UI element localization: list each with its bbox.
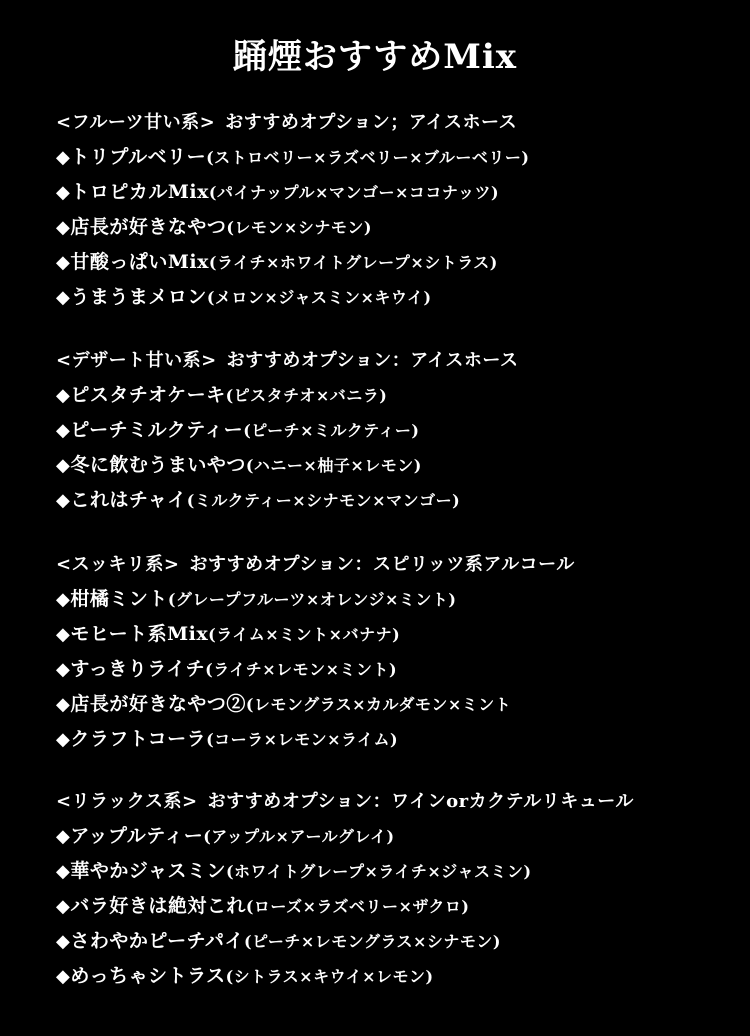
- menu-item: [56, 140, 716, 175]
- menu-item: [56, 483, 716, 518]
- menu-item-name: クラフトコーラ: [70, 728, 207, 750]
- section-refreshing: [56, 548, 716, 757]
- menu-item-flavors: (ストロベリー×ラズベリー×ブルーベリー): [206, 148, 530, 167]
- menu-item-flavors: (コーラ×レモン×ライム): [206, 730, 399, 749]
- menu-item-name: トリプルベリー: [70, 146, 207, 168]
- menu-item-flavors: (ライチ×レモン×ミント): [205, 660, 398, 679]
- menu-item: [56, 448, 716, 483]
- section-title: <デザート甘い系>: [56, 350, 217, 371]
- menu-item-flavors: (ローズ×ラズベリー×ザクロ): [245, 897, 470, 916]
- section-option: おすすめオプション：スピリッツ系アルコール: [189, 554, 575, 575]
- menu-item-name: 店長が好きなやつ②: [70, 693, 246, 715]
- page-title: 踊煙おすすめMix: [232, 37, 518, 77]
- diamond-bullet-icon: ◆: [56, 966, 71, 987]
- menu-item-name: バラ好きは絶対これ: [70, 895, 246, 917]
- menu-item-flavors: (パイナップル×マンゴー×ココナッツ): [208, 183, 500, 202]
- diamond-bullet-icon: ◆: [56, 252, 71, 273]
- menu-item-flavors: (ピスタチオ×バニラ): [225, 386, 388, 405]
- menu-item: [56, 617, 716, 652]
- menu-item-name: うまうまメロン: [70, 286, 207, 308]
- menu-item-flavors: (グレープフルーツ×オレンジ×ミント): [167, 590, 457, 609]
- menu-item-name: すっきりライチ: [70, 658, 206, 680]
- menu-item: [56, 413, 716, 448]
- menu-item: [56, 889, 716, 924]
- menu-item-name: 柑橘ミント: [70, 588, 168, 610]
- menu-item: [56, 722, 716, 757]
- diamond-bullet-icon: ◆: [56, 931, 71, 952]
- diamond-bullet-icon: ◆: [56, 826, 71, 847]
- menu-item-name: 甘酸っぱいMix: [70, 251, 209, 273]
- menu-item-flavors: (ホワイトグレープ×ライチ×ジャスミン): [225, 862, 532, 881]
- menu-item-flavors: (ピーチ×ミルクティー): [243, 421, 420, 440]
- menu-item-name: ピーチミルクティー: [70, 419, 244, 441]
- menu-item: [56, 652, 716, 687]
- menu-item-flavors: (ハニー×柚子×レモン): [245, 456, 422, 475]
- menu-item-name: ピスタチオケーキ: [70, 384, 226, 406]
- diamond-bullet-icon: ◆: [56, 147, 71, 168]
- diamond-bullet-icon: ◆: [56, 182, 71, 203]
- menu-item: [56, 854, 716, 889]
- diamond-bullet-icon: ◆: [56, 385, 71, 406]
- menu-item: [56, 245, 716, 280]
- diamond-bullet-icon: ◆: [56, 896, 71, 917]
- menu-item-flavors: (メロン×ジャスミン×キウイ): [206, 288, 432, 307]
- section-header: [56, 344, 716, 378]
- section-title: <スッキリ系>: [56, 554, 180, 575]
- diamond-bullet-icon: ◆: [56, 729, 71, 750]
- menu-item-flavors: (ライム×ミント×バナナ): [208, 625, 401, 644]
- diamond-bullet-icon: ◆: [56, 659, 71, 680]
- diamond-bullet-icon: ◆: [56, 490, 71, 511]
- section-dessert-sweet: [56, 344, 716, 518]
- menu-item-flavors: (レモン×シナモン): [226, 218, 372, 237]
- menu-item-name: モヒート系Mix: [70, 623, 209, 645]
- menu-item: [56, 280, 716, 315]
- menu-item-name: めっちゃシトラス: [70, 965, 226, 987]
- section-header: [56, 548, 716, 582]
- diamond-bullet-icon: ◆: [56, 589, 71, 610]
- menu-item-flavors: (ミルクティー×シナモン×マンゴー): [186, 491, 461, 510]
- menu-item: [56, 687, 716, 722]
- section-header: [56, 106, 716, 140]
- menu-item: [56, 378, 716, 413]
- section-header: [56, 785, 716, 819]
- menu-item-flavors: (ピーチ×レモングラス×シナモン): [243, 932, 501, 951]
- menu-item-flavors: (シトラス×キウイ×レモン): [225, 967, 434, 986]
- menu-item: [56, 210, 716, 245]
- menu-item: [56, 959, 716, 994]
- menu-item-flavors: (ライチ×ホワイトグレープ×シトラス): [208, 253, 498, 272]
- menu-item-name: 華やかジャスミン: [70, 860, 226, 882]
- menu-item: [56, 924, 716, 959]
- menu-item: [56, 819, 716, 854]
- section-option: おすすめオプション：アイスホース: [226, 350, 519, 371]
- menu-item: [56, 175, 716, 210]
- diamond-bullet-icon: ◆: [56, 420, 71, 441]
- menu-item: [56, 582, 716, 617]
- menu-item-name: アップルティー: [70, 825, 204, 847]
- section-option: おすすめオプション；アイスホース: [225, 112, 518, 133]
- menu-item-name: 店長が好きなやつ: [70, 216, 227, 238]
- diamond-bullet-icon: ◆: [56, 624, 71, 645]
- section-title: <フルーツ甘い系>: [56, 112, 216, 133]
- menu-item-flavors: (レモングラス×カルダモン×ミント: [245, 695, 512, 714]
- menu-item-name: トロピカルMix: [70, 181, 209, 203]
- section-fruit-sweet: [56, 106, 716, 315]
- diamond-bullet-icon: ◆: [56, 455, 71, 476]
- menu-item-flavors: (アップル×アールグレイ): [203, 827, 395, 846]
- diamond-bullet-icon: ◆: [56, 861, 71, 882]
- section-relax: [56, 785, 716, 994]
- section-title: <リラックス系>: [56, 791, 198, 812]
- section-option: おすすめオプション：ワインorカクテルリキュール: [207, 791, 634, 812]
- diamond-bullet-icon: ◆: [56, 287, 71, 308]
- menu-item-name: 冬に飲むうまいやつ: [70, 454, 246, 476]
- menu-item-name: これはチャイ: [70, 489, 187, 511]
- menu-item-name: さわやかピーチパイ: [70, 930, 244, 952]
- diamond-bullet-icon: ◆: [56, 217, 71, 238]
- diamond-bullet-icon: ◆: [56, 694, 71, 715]
